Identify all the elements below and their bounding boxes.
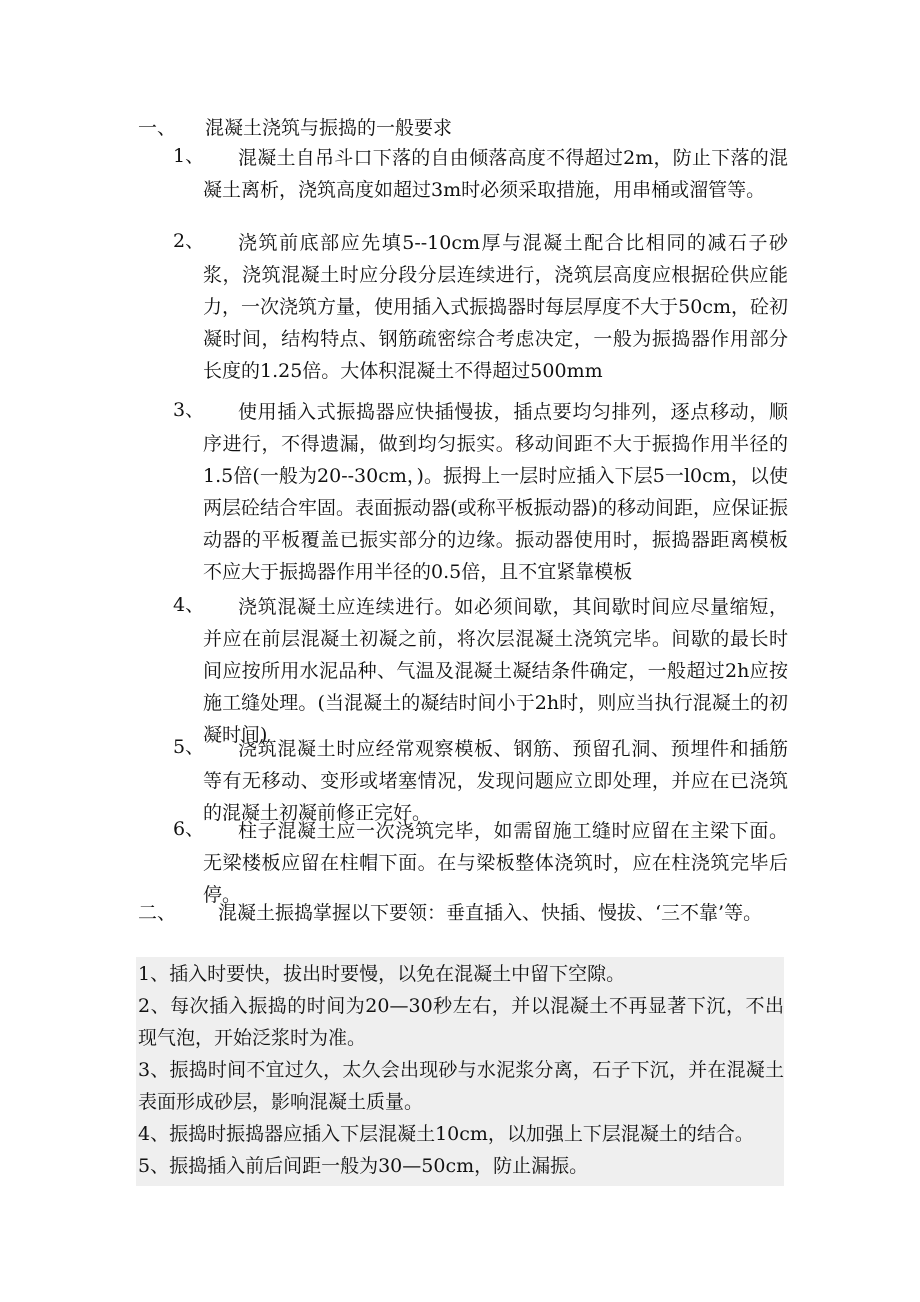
- rule-2: 2、每次插入振捣的时间为20—30秒左右，并以混凝土不再显著下沉，不出现气泡，开始泛浆时为准。: [138, 995, 784, 1049]
- rule-5: 5、振捣插入前后间距一般为30—50cm，防止漏振。: [138, 1155, 589, 1177]
- item-number: 1、: [173, 145, 205, 167]
- rule-1: 1、插入时要快，拔出时要慢，以免在混凝土中留下空隙。: [138, 963, 626, 985]
- item-text: 浇筑混凝土应连续进行。如必须间歇，其间歇时间应尽量缩短，并应在前层混凝土初凝之前，将次层混凝土浇筑完毕。间歇的最长时间应按所用水泥品种、气温及混凝土凝结条件确定，一般超过2h应按施工缝处理。(当混凝土的凝结时间小于2h时，则应当执行混凝土的初凝时间): [203, 596, 788, 746]
- section2-heading: [138, 897, 790, 929]
- item-number: 2、: [173, 230, 205, 252]
- rule-4: 4、振捣时振捣器应插入下层混凝土10cm，以加强上下层混凝土的结合。: [138, 1123, 754, 1145]
- item-text: 浇筑混凝土时应经常观察模板、钢筋、预留孔洞、预埋件和插筋等有无移动、变形或堵塞情况，发现问题应立即处理，并应在已浇筑的混凝土初凝前修正完好。: [203, 738, 788, 824]
- section2-number: 二、: [138, 902, 177, 924]
- section1-number: 一、: [138, 117, 177, 139]
- item-text: 混凝土自吊斗口下落的自由倾落高度不得超过2m，防止下落的混凝土离析，浇筑高度如超过3m时必须采取措施，用串桶或溜管等。: [203, 147, 788, 201]
- item-number: 4、: [173, 594, 205, 616]
- item-text: 柱子混凝土应一次浇筑完毕，如需留施工缝时应留在主梁下面。无梁楼板应留在柱帽下面。在与梁板整体浇筑时，应在柱浇筑完毕后停。: [203, 820, 788, 906]
- item-text: 浇筑前底部应先填5--10cm厚与混凝土配合比相同的减石子砂浆，浇筑混凝土时应分段分层连续进行，浇筑层高度应根据砼供应能力，一次浇筑方量，使用插入式振捣器时每层厚度不大于50cm，砼初凝时间，结构特点、钢筋疏密综合考虑决定，一般为振捣器作用部分长度的1.25倍。大体积混凝土不得超过500mm: [203, 232, 788, 382]
- item-number: 3、: [173, 399, 205, 421]
- item-number: 5、: [173, 736, 205, 758]
- section1-title: 混凝土浇筑与振捣的一般要求: [205, 117, 453, 139]
- item-number: 6、: [173, 818, 205, 840]
- section2-title: 混凝土振捣掌握以下要领：垂直插入、快插、慢拔、‘三不靠’等。: [218, 902, 763, 924]
- item-text: 使用插入式振捣器应快插慢拔，插点要均匀排列，逐点移动，顺序进行，不得遗漏，做到均匀振实。移动间距不大于振捣作用半径的1.5倍(一般为20--30cm，)。振拇上一层时应插入下层5一l0cm，以使两层砼结合牢固。表面振动器(或称平板振动器)的移动间距，应保证振动器的平板覆盖已振实部分的边缘。振动器使用时，振捣器距离模板不应大于振捣器作用半径的0.5倍，且不宜紧靠模板: [203, 401, 788, 583]
- rule-3: 3、振捣时间不宜过久，太久会出现砂与水泥浆分离，石子下沉，并在混凝土表面形成砂层，影响混凝土质量。: [138, 1059, 784, 1113]
